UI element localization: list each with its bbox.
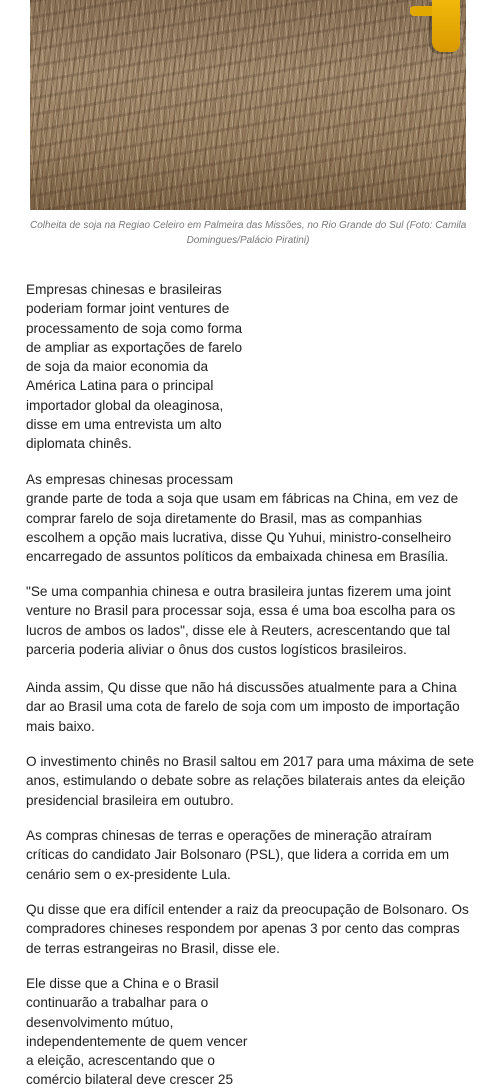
- caption-line: Domingues/Palácio Piratini): [186, 235, 310, 246]
- paragraph-line: desenvolvimento mútuo,: [26, 1014, 174, 1030]
- paragraph-line: Ainda assim, Qu disse que não há discussões atualmente para a China: [26, 680, 457, 695]
- paragraph-line: anos, estimulando o debate sobre as relações bilaterais antes da eleição: [26, 773, 466, 789]
- paragraph-line: As empresas chinesas processam: [26, 472, 234, 487]
- article-paragraph: [26, 678, 460, 736]
- paragraph-line: comércio bilateral deve crescer 25: [26, 1072, 234, 1088]
- paragraph-line: diplomata chinês.: [26, 436, 132, 452]
- caption-line: Colheita de soja na Regiao Celeiro em Palmeira das Missões, no Rio Grande do Sul (Foto: Camila: [30, 220, 467, 231]
- article-paragraph: [26, 582, 455, 659]
- paragraph-line: encarregado de assuntos políticos da embaixada chinesa em Brasília.: [26, 549, 449, 565]
- paragraph-line: venture no Brasil para processar soja, essa é uma boa escolha para os: [26, 603, 456, 619]
- paragraph-line: comprar farelo de soja diretamente do Brasil, mas as companhias: [26, 510, 422, 526]
- paragraph-line: de soja da maior economia da: [26, 359, 209, 375]
- paragraph-line: compradores chineses respondem por apenas 3 por cento das compras: [26, 921, 460, 937]
- paragraph-line: América Latina para o principal: [26, 378, 214, 394]
- paragraph-line: presidencial brasileira em outubro.: [26, 792, 234, 808]
- paragraph-line: escolhem a opção mais lucrativa, disse Qu Yuhui, ministro-conselheiro: [26, 529, 452, 545]
- article-paragraph: [26, 470, 458, 566]
- paragraph-line: a eleição, acrescentando que o: [26, 1053, 215, 1069]
- article-paragraph: [26, 900, 469, 958]
- paragraph-line: "Se uma companhia chinesa e outra brasileira juntas fizerem uma joint: [26, 584, 451, 599]
- paragraph-line: críticas do candidato Jair Bolsonaro (PSL), que lidera a corrida em um: [26, 847, 450, 863]
- paragraph-line: continuarão a trabalhar para o: [26, 995, 209, 1011]
- paragraph-line: Empresas chinesas e brasileiras: [26, 282, 222, 297]
- soybean-harvest-photo: [30, 0, 466, 210]
- photo-caption: [30, 218, 466, 248]
- paragraph-line: de ampliar as exportações de farelo: [26, 339, 243, 355]
- paragraph-line: parceria poderia aliviar o ônus dos custos logísticos brasileiros.: [26, 641, 407, 657]
- harvester-machine: [432, 0, 460, 52]
- paragraph-line: lucros de ambos os lados", disse ele à Reuters, acrescentando que tal: [26, 622, 451, 638]
- paragraph-line: importador global da oleaginosa,: [26, 397, 224, 413]
- paragraph-line: cenário sem o ex-presidente Lula.: [26, 866, 231, 882]
- paragraph-line: mais baixo.: [26, 718, 95, 734]
- paragraph-line: grande parte de toda a soja que usam em fábricas na China, em vez de: [26, 491, 459, 507]
- paragraph-line: Ele disse que a China e o Brasil: [26, 976, 219, 991]
- paragraph-line: disse em uma entrevista um alto: [26, 417, 222, 433]
- paragraph-line: Qu disse que era difícil entender a raiz da preocupação de Bolsonaro. Os: [26, 902, 469, 917]
- article-paragraph: [26, 752, 474, 810]
- paragraph-line: poderiam formar joint ventures de: [26, 301, 230, 317]
- paragraph-line: O investimento chinês no Brasil saltou em 2017 para uma máxima de sete: [26, 754, 475, 769]
- article-paragraph: [26, 280, 242, 454]
- paragraph-line: As compras chinesas de terras e operações de mineração atraíram: [26, 828, 432, 843]
- paragraph-line: dar ao Brasil uma cota de farelo de soja com um imposto de importação: [26, 699, 460, 715]
- paragraph-line: independentemente de quem vencer: [26, 1033, 248, 1049]
- article-paragraph: [26, 974, 247, 1090]
- article-paragraph: [26, 826, 449, 884]
- paragraph-line: de terras estrangeiras no Brasil, disse ele.: [26, 940, 280, 956]
- paragraph-line: processamento de soja como forma: [26, 320, 243, 336]
- soybean-rows: [30, 0, 466, 210]
